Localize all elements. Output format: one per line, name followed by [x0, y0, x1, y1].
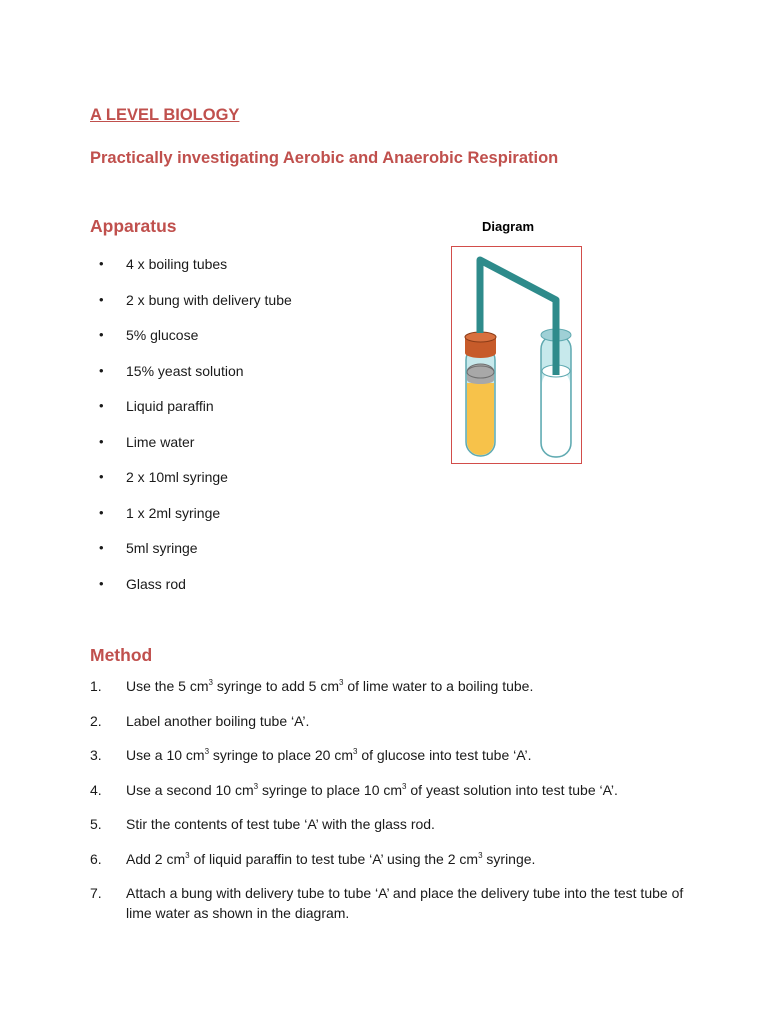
method-step-number: 5.: [90, 816, 102, 832]
respiration-setup-illustration: [452, 247, 583, 465]
method-step-number: 4.: [90, 781, 102, 798]
tube-a-contents-top: [467, 383, 494, 397]
bung-bottom: [465, 348, 496, 358]
bullet-icon: •: [99, 575, 104, 591]
apparatus-item-label: 1 x 2ml syringe: [126, 504, 221, 521]
method-step-text: Use a 10 $cm^3$ syringe to place 20 $cm^3$ of glucose into test tube ‘A’.: [126, 747, 532, 763]
bullet-icon: •: [99, 540, 104, 555]
apparatus-item-label: Liquid paraffin: [126, 398, 214, 414]
apparatus-item-label: 15% yeast solution: [126, 362, 244, 379]
method-step-text: Use the 5 $cm^3$ syringe to add 5 $cm^3$ of lime water to a boiling tube.: [126, 678, 534, 694]
method-step-number: 6.: [90, 850, 102, 867]
method-step: [90, 814, 686, 834]
method-list: [90, 676, 686, 938]
bullet-icon: •: [99, 469, 104, 484]
method-step-number: 2.: [90, 712, 102, 729]
bullet-icon: •: [99, 291, 104, 307]
apparatus-item-label: Lime water: [126, 433, 195, 450]
method-step: [90, 676, 686, 696]
apparatus-item-label: 2 x 10ml syringe: [126, 469, 228, 485]
bullet-icon: •: [99, 256, 104, 271]
method-step: [90, 711, 686, 731]
bullet-icon: •: [99, 362, 104, 378]
method-step-text: Use a second 10 $cm^3$ syringe to place 10 $cm^3$ of yeast solution into test tube ‘A’.: [126, 781, 618, 798]
apparatus-item-label: 5% glucose: [126, 327, 199, 343]
bullet-icon: •: [99, 327, 104, 342]
method-step: [90, 780, 686, 800]
method-step: [90, 883, 686, 923]
apparatus-item-label: 4 x boiling tubes: [126, 256, 228, 272]
bullet-icon: •: [99, 398, 104, 413]
method-step: [90, 745, 686, 765]
bullet-icon: •: [99, 504, 104, 520]
method-step-number: 3.: [90, 747, 102, 763]
method-step-text: Label another boiling tube ‘A’.: [126, 712, 310, 729]
diagram-label: Diagram: [482, 219, 535, 234]
apparatus-heading: Apparatus: [90, 216, 177, 236]
method-step-number: 1.: [90, 678, 102, 694]
method-step-text: Stir the contents of test tube ‘A’ with the glass rod.: [126, 816, 435, 832]
method-step: [90, 849, 686, 869]
method-heading: Method: [90, 645, 153, 665]
paraffin-layer-top: [467, 366, 494, 378]
method-step-text: Attach a bung with delivery tube to tube ‘A’ and place the delivery tube into the test tube of lime water as shown in the diagram.: [126, 885, 684, 921]
document-subtitle: Practically investigating Aerobic and Anaerobic Respiration: [90, 149, 559, 167]
bung-top: [465, 332, 496, 342]
bullet-icon: •: [99, 433, 104, 449]
apparatus-item-label: 5ml syringe: [126, 540, 198, 556]
method-step-text: Add 2 $cm^3$ of liquid paraffin to test tube ‘A’ using the 2 $cm^3$ syringe.: [126, 850, 536, 867]
method-step-number: 7.: [90, 885, 102, 901]
lime-water: [542, 371, 570, 456]
apparatus-item-label: 2 x bung with delivery tube: [126, 291, 292, 308]
apparatus-diagram: [451, 246, 582, 464]
apparatus-item-label: Glass rod: [126, 575, 186, 592]
document-title: A LEVEL BIOLOGY: [90, 106, 240, 124]
